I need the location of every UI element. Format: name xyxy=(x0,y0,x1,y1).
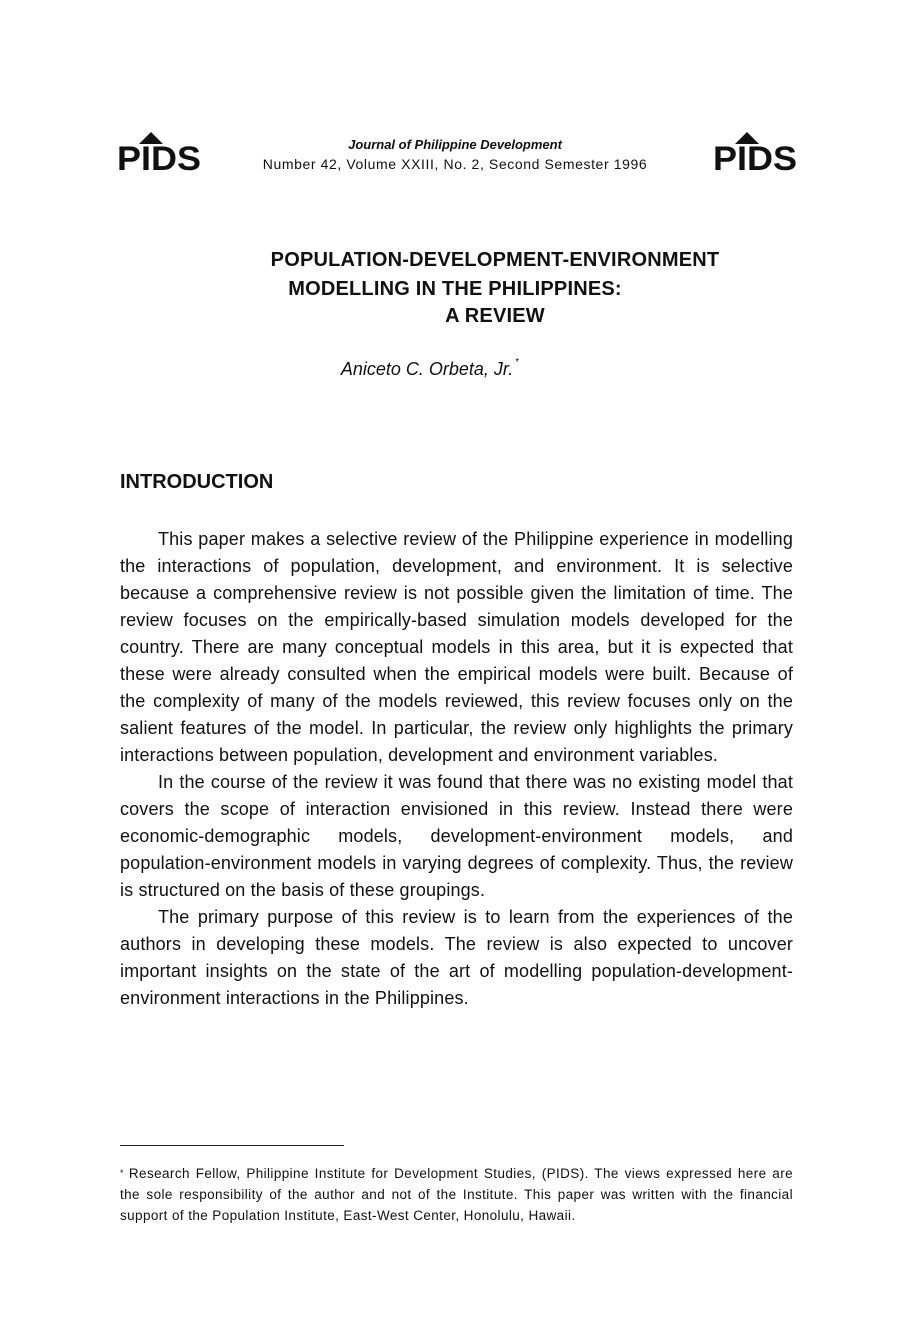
article-title-line-3: A REVIEW xyxy=(445,305,545,327)
paragraph: In the course of the review it was found that there was no existing model that covers the scope of interaction envisioned in this review. Instead there were economic-demographic models, development-environment models, and population-environment models in varying degrees of complexity. Thus, the review is structured on the basis of these groupings. xyxy=(120,772,793,900)
paragraph: This paper makes a selective review of the Philippine experience in modelling the interactions of population, development, and environment. It is selective because a comprehensive review is not possible given the limitation of time. The review focuses on the empirically-based simulation models developed for the country. There are many conceptual models in this area, but it is expected that these were already consulted when the empirical models were built. Because of the complexity of many of the models reviewed, this review focuses only on the salient features of the model. In particular, the review only highlights the primary interactions between population, development and environment variables. xyxy=(120,529,793,765)
pids-logo-icon xyxy=(713,128,799,174)
pids-logo-text: PIDS xyxy=(713,140,797,174)
pids-logo-left xyxy=(117,128,203,174)
section-heading: INTRODUCTION xyxy=(120,471,274,493)
journal-issue-line: Number 42, Volume XXIII, No. 2, Second Semester 1996 xyxy=(262,156,648,172)
section-body xyxy=(120,526,793,1012)
pids-logo-text: PIDS xyxy=(117,140,201,174)
footnote-text: Research Fellow, Philippine Institute for Development Studies, (PIDS). The views expressed here are the sole responsibility of the author and not of the Institute. This paper was written with the financial support of the Population Institute, East-West Center, Honolulu, Hawaii. xyxy=(120,1166,793,1223)
author-name-text: Aniceto C. Orbeta, Jr. xyxy=(340,359,514,379)
journal-title: Journal of Philippine Development xyxy=(348,137,562,152)
footnote xyxy=(120,1163,793,1226)
author-name xyxy=(300,359,560,380)
pids-logo-right xyxy=(713,128,799,174)
author-note-marker: * xyxy=(515,357,520,368)
footnote-divider xyxy=(120,1145,344,1146)
paragraph: The primary purpose of this review is to learn from the experiences of the authors in developing these models. The review is also expected to uncover important insights on the state of the art of modelling population-development-environment interactions in the Philippines. xyxy=(120,907,793,1008)
article-title-line-1: POPULATION-DEVELOPMENT-ENVIRONMENT xyxy=(270,249,720,271)
pids-logo-icon xyxy=(117,128,203,174)
footnote-marker: * xyxy=(120,1168,124,1178)
article-title-line-2: MODELLING IN THE PHILIPPINES: xyxy=(288,278,622,300)
